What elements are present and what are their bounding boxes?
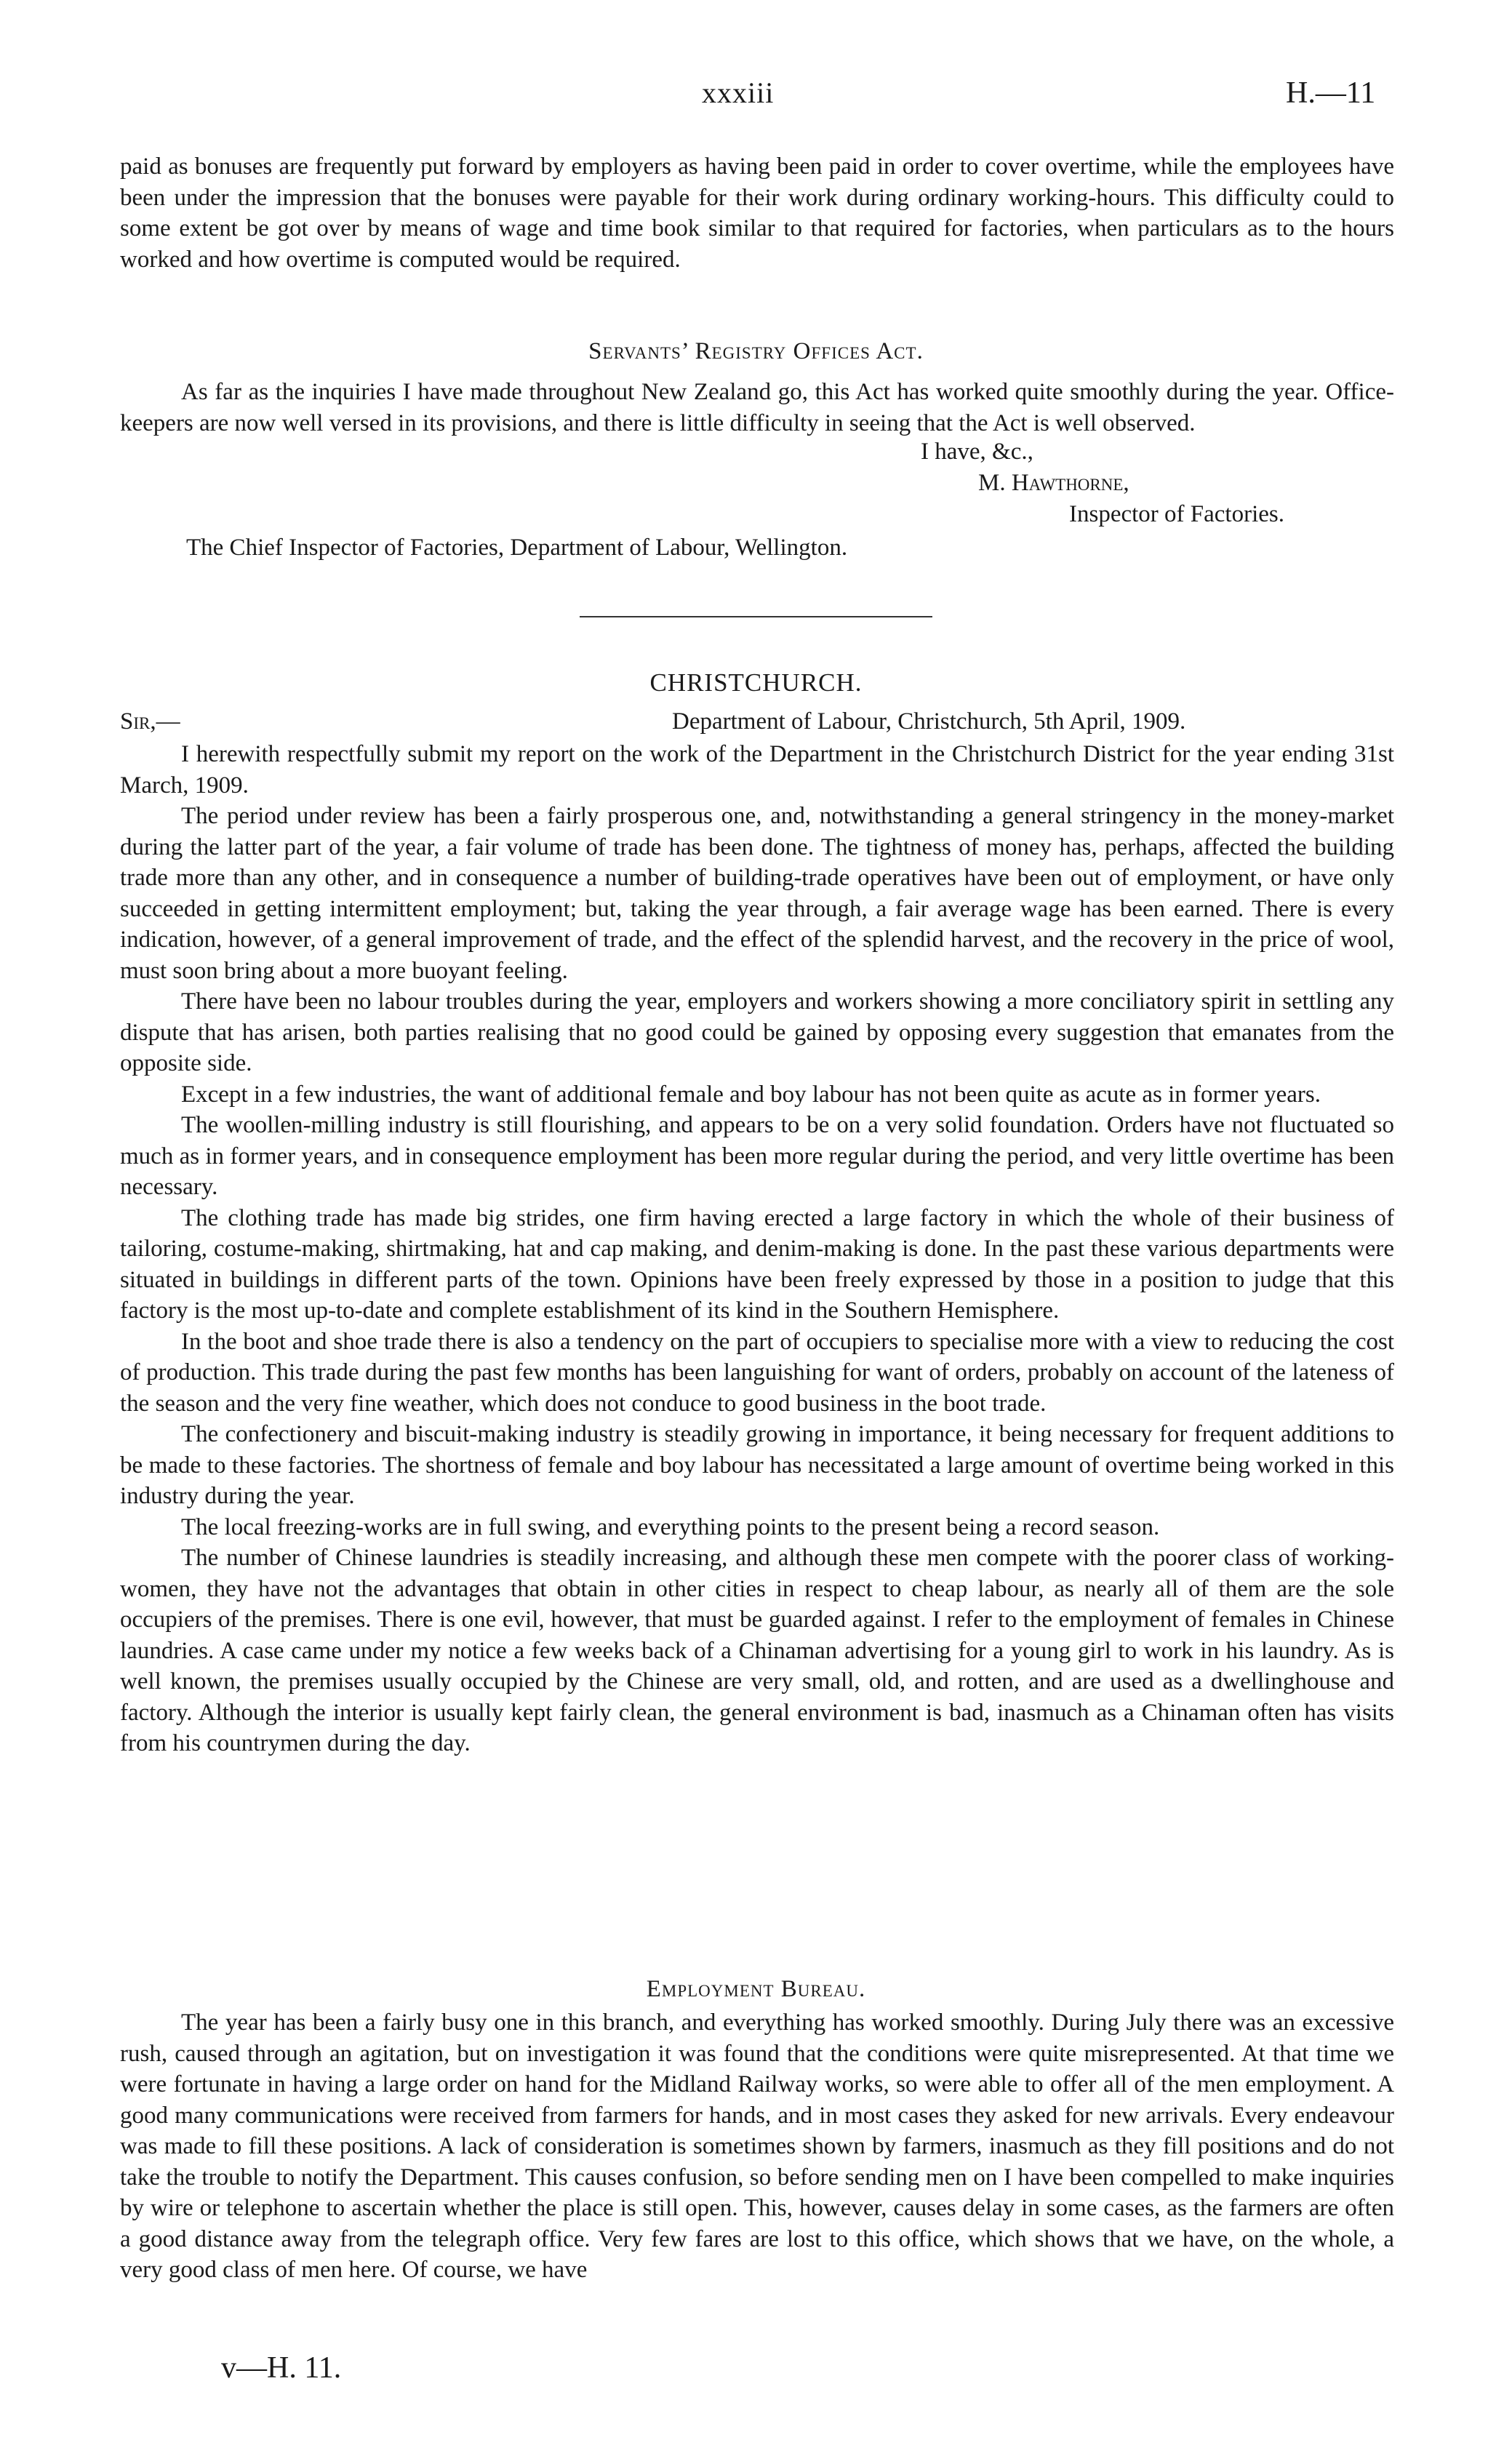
addressee: The Chief Inspector of Factories, Department of Labour, Wellington.	[186, 535, 848, 561]
christchurch-report-body	[120, 739, 1394, 1759]
employment-bureau-heading: Employment Bureau.	[646, 1976, 866, 2002]
intro-paragraph: paid as bonuses are frequently put forward by employers as having been paid in order to cover overtime, while the employees have been under the impression that the bonuses were payable for their work during ordinary working-hours. This difficulty could to some extent be got over by means of wage and time book similar to that required for factories, when particulars as to the hours worked and how overtime is computed would be required.	[120, 153, 1394, 273]
employment-paragraph-block	[120, 2007, 1394, 2286]
section-divider	[580, 616, 932, 617]
report-paragraph: I herewith respectfully submit my report on the work of the Department in the Christchurch District for the year ending 31st March, 1909.	[120, 741, 1394, 799]
address-date-line: Department of Labour, Christchurch, 5th April, 1909.	[672, 708, 1186, 735]
signature-mark: v—H. 11.	[221, 2351, 342, 2385]
page-number: xxxiii	[702, 76, 775, 109]
report-paragraph: There have been no labour troubles during the year, employers and workers showing a more conciliatory spirit in settling any dispute that has arisen, both parties realising that no good could be gained by opposing every suggestion that emanates from the opposite side.	[120, 988, 1394, 1076]
servants-registry-heading: Servants’ Registry Offices Act.	[588, 338, 924, 364]
intro-paragraph-block	[120, 151, 1394, 275]
sign-off: I have, &c.,	[921, 439, 1033, 465]
servants-paragraph: As far as the inquiries I have made throughout New Zealand go, this Act has worked quite smoothly during the year. Office-keepers are now well versed in its provisions, and there is little difficulty in seeing that the Act is well observed.	[120, 379, 1394, 436]
page-header	[0, 76, 1512, 119]
report-paragraph: The period under review has been a fairly prosperous one, and, notwithstanding a general stringency in the money-market during the latter part of the year, a fair volume of trade has been done. The tightness of money has, perhaps, affected the building trade more than any other, and in consequence a number of building-trade operatives have been out of employment, or have only succeeded in getting intermittent employment; but, taking the year through, a fair average wage has been earned. There is every indication, however, of a general improvement of trade, and the effect of the splendid harvest, and the recovery in the price of wool, must soon bring about a more buoyant feeling.	[120, 803, 1394, 984]
salutation: Sir,—	[120, 708, 180, 735]
report-paragraph: The woollen-milling industry is still flourishing, and appears to be on a very solid foundation. Orders have not fluctuated so much as in former years, and in consequence employment has been more regular during the period, and very little overtime has been necessary.	[120, 1112, 1394, 1200]
report-paragraph: The clothing trade has made big strides, one firm having erected a large factory in which the whole of their business of tailoring, costume-making, shirtmaking, hat and cap making, and denim-making is done. In the past these various departments were situated in buildings in different parts of the town. Opinions have been freely expressed by those in a position to judge that this factory is the most up-to-date and complete establishment of its kind in the Southern Hemisphere.	[120, 1204, 1394, 1324]
report-paragraph: The local freezing-works are in full swing, and everything points to the present being a record season.	[181, 1513, 1160, 1540]
signatory-name: M. Hawthorne,	[978, 470, 1129, 496]
report-paragraph: Except in a few industries, the want of additional female and boy labour has not been quite as acute as in former years.	[181, 1081, 1321, 1108]
servants-paragraph-block	[120, 377, 1394, 439]
report-paragraph: The confectionery and biscuit-making industry is steadily growing in importance, it being necessary for frequent additions to be made to these factories. The shortness of female and boy labour has necessitated a large amount of overtime being worked in this industry during the year.	[120, 1421, 1394, 1509]
signatory-title: Inspector of Factories.	[1069, 501, 1284, 527]
report-paragraph: The number of Chinese laundries is steadily increasing, and although these men compete with the poorer class of working-women, they have not the advantages that obtain in other cities in respect to cheap labour, as nearly all of them are the sole occupiers of the premises. There is one evil, however, that must be guarded against. I refer to the employment of females in Chinese laundries. A case came under my notice a few weeks back of a Chinaman advertising for a young girl to work in his laundry. As is well known, the premises usually occupied by the Chinese are very small, old, and rotten, and are used as a dwellinghouse and factory. Although the interior is usually kept fairly clean, the general environment is bad, inasmuch as a Chinaman often has visits from his countrymen during the day.	[120, 1545, 1394, 1756]
report-paragraph: In the boot and shoe trade there is also a tendency on the part of occupiers to specialise more with a view to reducing the cost of production. This trade during the past few months has been languishing for want of orders, probably on account of the lateness of the season and the very fine weather, which does not conduce to good business in the boot trade.	[120, 1328, 1394, 1417]
employment-paragraph: The year has been a fairly busy one in this branch, and everything has worked smoothly. During July there was an excessive rush, caused through an agitation, but on investigation it was found that the conditions were quite misrepresented. At that time we were fortunate in having a large order on hand for the Midland Railway works, so were able to offer all of the men employment. A good many communications were received from farmers for hands, and in most cases they asked for new arrivals. Every endeavour was made to fill these positions. A lack of consideration is sometimes shown by farmers, inasmuch as they fill positions and do not take the trouble to notify the Department. This causes confusion, so before sending men on I have been compelled to make inquiries by wire or telephone to ascertain whether the place is still open. This, however, causes delay in some cases, as the farmers are often a good distance away from the telegraph office. Very few fares are lost to this office, which shows that we have, on the whole, a very good class of men here. Of course, we have	[120, 2009, 1394, 2283]
document-reference: H.—11	[1286, 76, 1376, 110]
christchurch-heading: CHRISTCHURCH.	[649, 668, 863, 697]
